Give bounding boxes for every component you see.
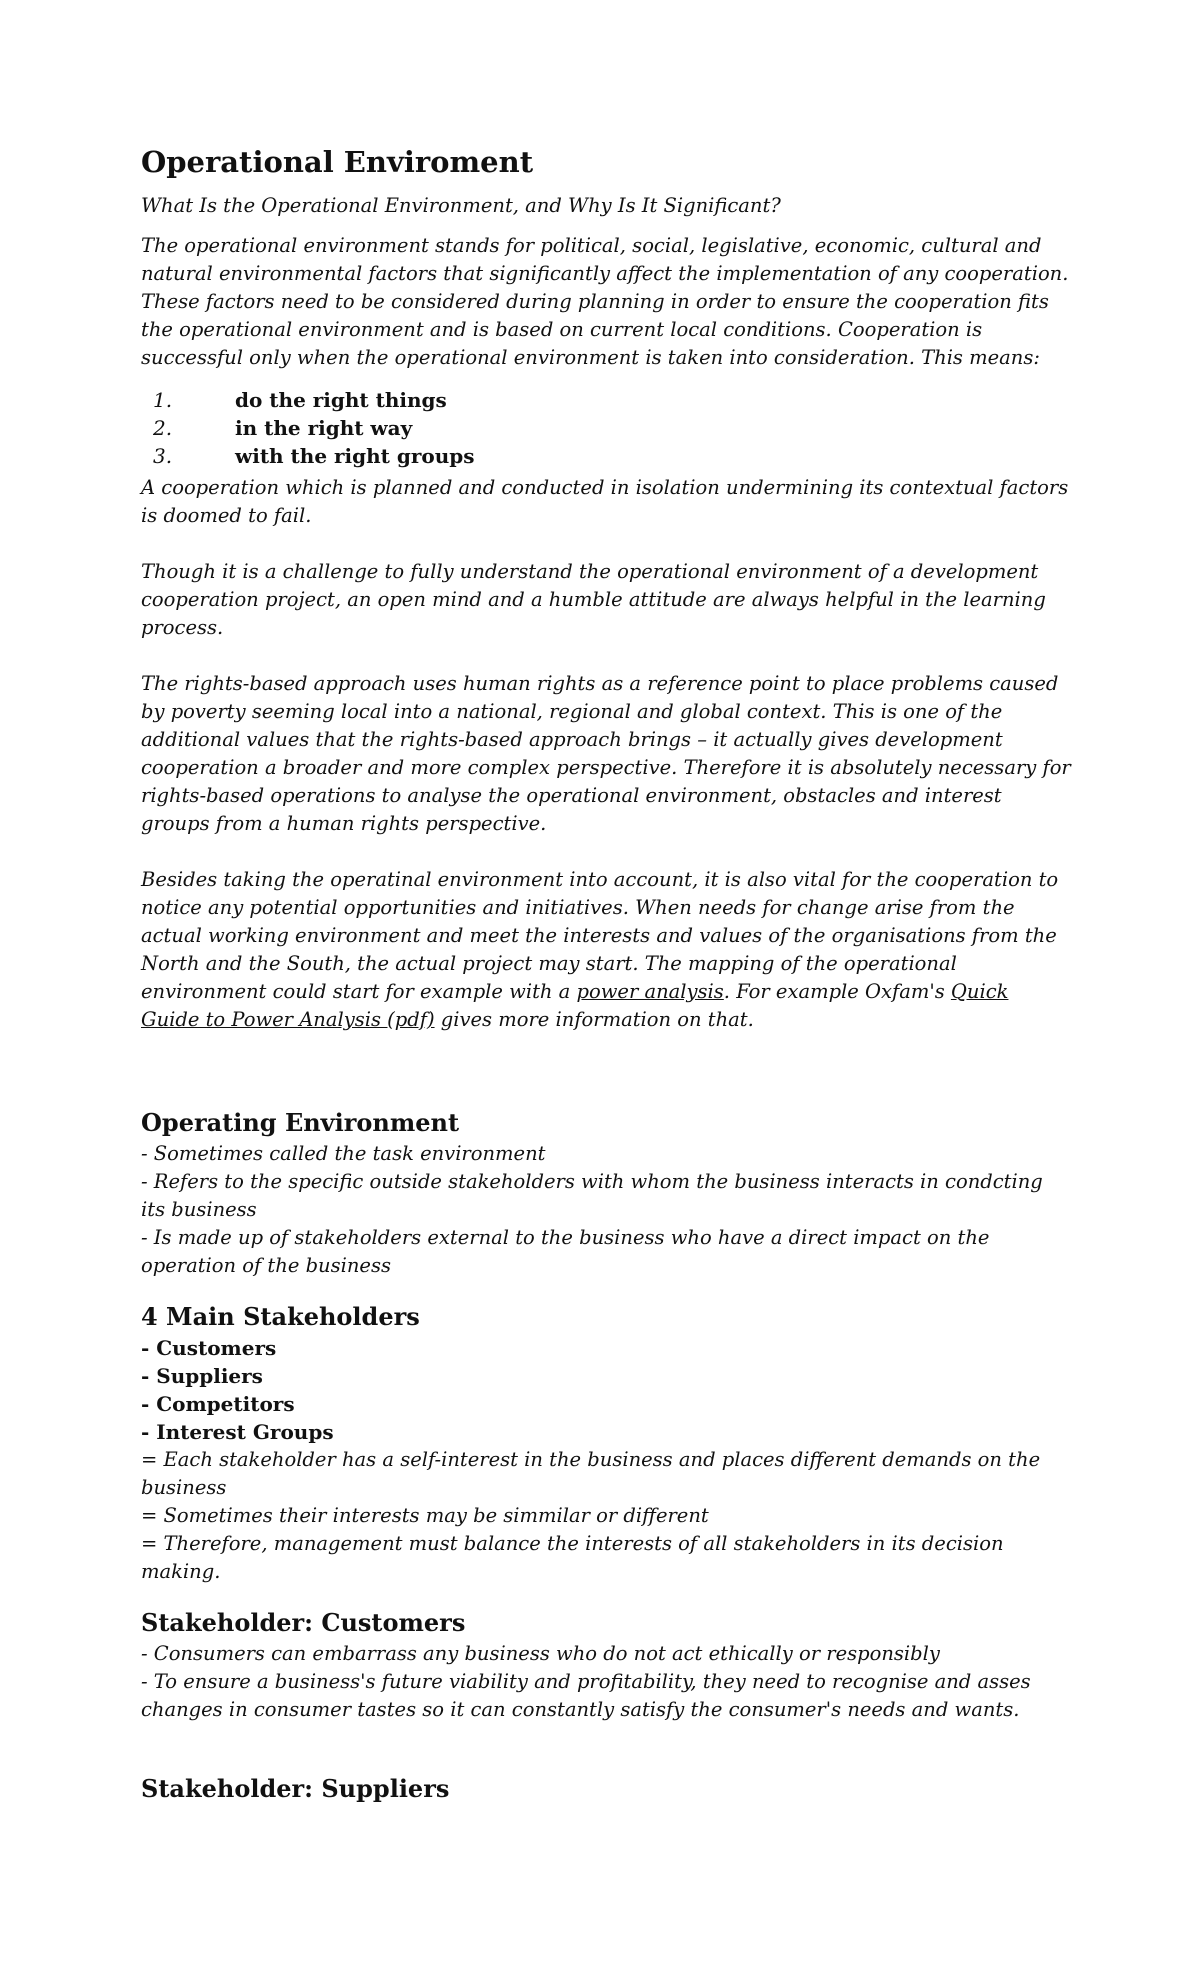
list-text: with the right groups bbox=[235, 444, 475, 468]
stakeholder-item: - Customers bbox=[141, 1336, 277, 1360]
customers-line: - Consumers can embarrass any business who do not act ethically or responsibly bbox=[141, 1642, 940, 1665]
intro-paragraph: The operational environment stands for political, social, legislative, economic, cultural and natural environmental factors that significantly affect the implementation of any cooperation. These factors need to be considered during planning in order to ensure the cooperation fits the operational environment and is based on current local conditions. Cooperation is successful only when the operational environment is taken into consideration. This means: bbox=[141, 234, 1069, 369]
besides-text-a: Besides taking the operatinal environment into account, it is also vital for the cooperation to notice any potential opportunities and initiatives. When needs for change arise from the actual working environment and meet the interests and values of the organisations from the North and the South, the actual project may start. The mapping of the operational environment could start for example with a bbox=[141, 868, 1059, 1003]
besides-paragraph bbox=[141, 866, 1071, 1034]
stakeholder-note: = Sometimes their interests may be simmilar or different bbox=[141, 1504, 709, 1527]
page-title: Operational Enviroment bbox=[141, 145, 534, 179]
customers-line: - To ensure a business's future viability and profitability, they need to recognise and asses changes in consumer tastes so it can constantly satisfy the consumer's needs and wants. bbox=[141, 1670, 1031, 1721]
list-number: 2. bbox=[153, 416, 173, 440]
list-number: 1. bbox=[153, 388, 173, 412]
document-content bbox=[141, 138, 1071, 1806]
operating-heading: Operating Environment bbox=[141, 1108, 460, 1137]
list-item bbox=[153, 386, 1071, 414]
stakeholders-heading: 4 Main Stakeholders bbox=[141, 1302, 420, 1331]
power-analysis-link[interactable]: power analysis bbox=[576, 980, 724, 1003]
operating-line: - Is made up of stakeholders external to the business who have a direct impact on the operation of the business bbox=[141, 1226, 990, 1277]
challenge-paragraph: Though it is a challenge to fully understand the operational environment of a development cooperation project, an open mind and a humble attitude are always helpful in the learning process. bbox=[141, 560, 1046, 639]
stakeholder-note: = Each stakeholder has a self-interest in the business and places different demands on the business bbox=[141, 1448, 1041, 1499]
quick-guide-link[interactable]: Quick Guide to Power Analysis (pdf) bbox=[141, 980, 1009, 1031]
besides-text-b: . For example Oxfam's bbox=[723, 980, 951, 1003]
stakeholder-item: - Competitors bbox=[141, 1392, 295, 1416]
customers-heading: Stakeholder: Customers bbox=[141, 1608, 466, 1637]
list-text: do the right things bbox=[235, 388, 447, 412]
stakeholder-item: - Interest Groups bbox=[141, 1420, 334, 1444]
stakeholder-note: = Therefore, management must balance the interests of all stakeholders in its decision making. bbox=[141, 1532, 1004, 1583]
steps-list bbox=[141, 386, 1071, 470]
isolation-paragraph: A cooperation which is planned and conducted in isolation undermining its contextual factors is doomed to fail. bbox=[141, 476, 1069, 527]
besides-text-c: gives more information on that. bbox=[434, 1008, 754, 1031]
rights-paragraph: The rights-based approach uses human rights as a reference point to place problems caused by poverty seeming local into a national, regional and global context. This is one of the additional values that the rights-based approach brings – it actually gives development cooperation a broader and more complex perspective. Therefore it is absolutely necessary for rights-based operations to analyse the operational environment, obstacles and interest groups from a human rights perspective. bbox=[141, 672, 1071, 835]
list-item bbox=[153, 442, 1071, 470]
stakeholder-item: - Suppliers bbox=[141, 1364, 263, 1388]
list-item bbox=[153, 414, 1071, 442]
operating-line: - Refers to the specific outside stakeholders with whom the business interacts in condcting its business bbox=[141, 1170, 1043, 1221]
list-text: in the right way bbox=[235, 416, 413, 440]
operating-line: - Sometimes called the task environment bbox=[141, 1142, 546, 1165]
suppliers-heading: Stakeholder: Suppliers bbox=[141, 1774, 450, 1803]
subtitle-question: What Is the Operational Environment, and Why Is It Significant? bbox=[141, 194, 781, 217]
list-number: 3. bbox=[153, 444, 173, 468]
